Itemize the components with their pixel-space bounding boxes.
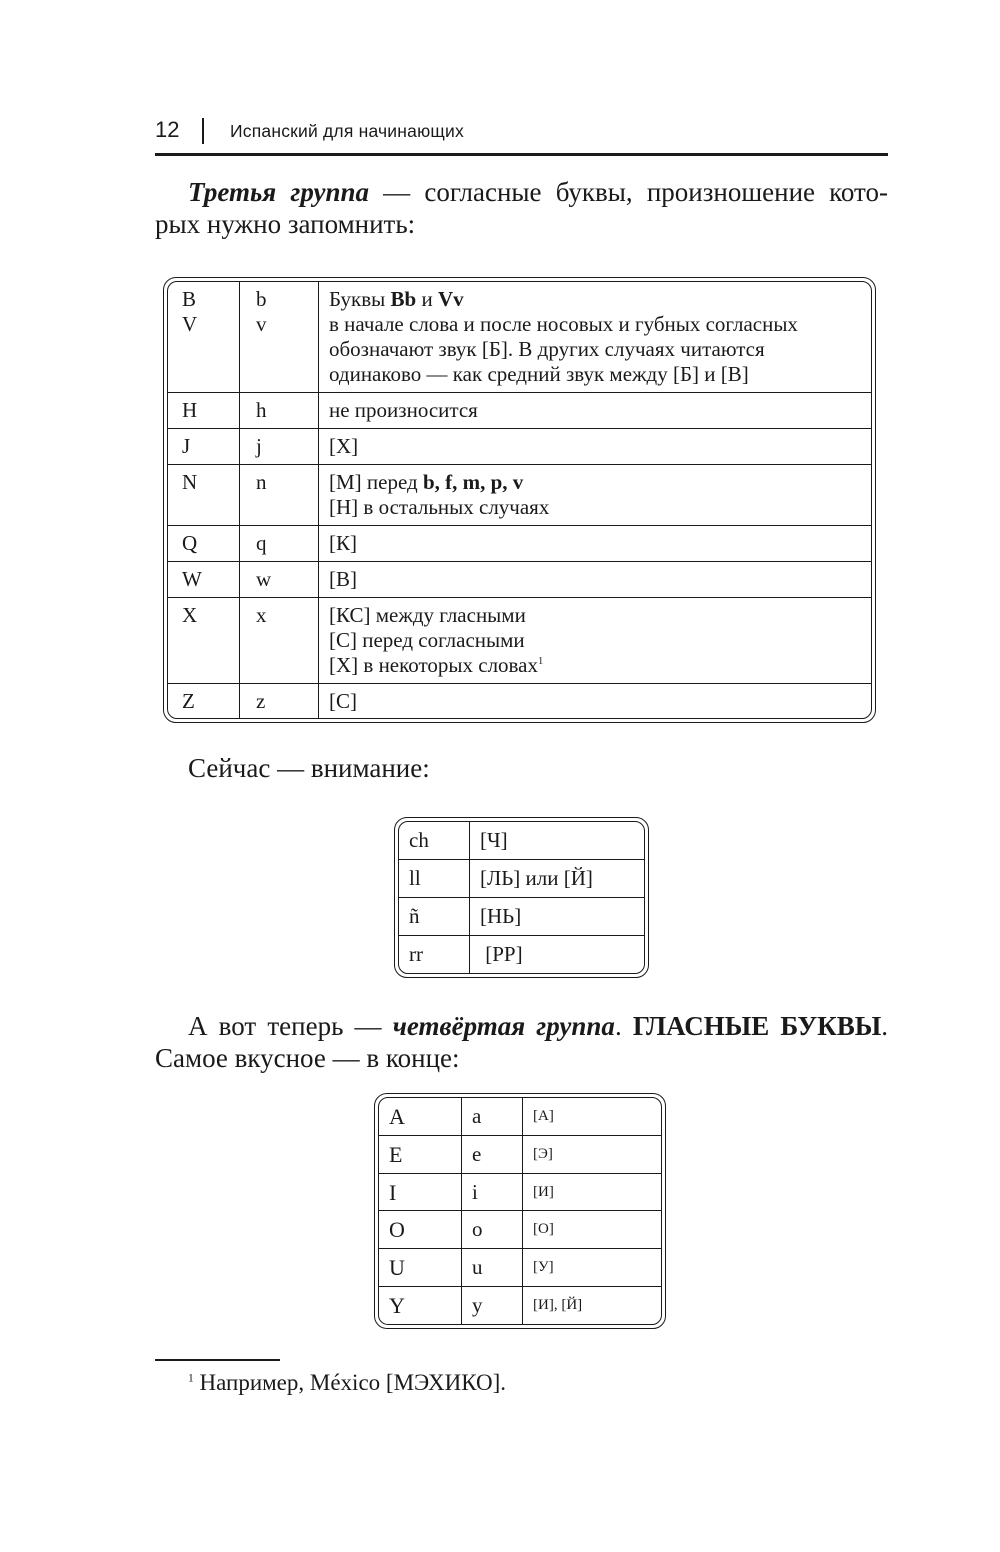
uppercase-letter: X — [182, 603, 198, 627]
lowercase-letter: q — [256, 531, 267, 555]
uppercase-letter: B V — [182, 287, 198, 336]
footnote-text: Например, México [МЭХИКО]. — [193, 1370, 507, 1395]
pronunciation-text: в начале слова и после носовых и губных согласных обозначают звук [Б]. В других случаях читаются одинаково — как средний звук между [Б] и [В] — [329, 312, 798, 386]
vowel-row — [379, 1135, 661, 1173]
footnote — [188, 1370, 506, 1396]
vowel-sound: [О] — [523, 1211, 662, 1249]
lowercase-letter-cell — [240, 526, 319, 562]
uppercase-letter: J — [182, 434, 191, 458]
uppercase-letter: W — [182, 567, 202, 591]
intro-line-1 — [155, 176, 888, 208]
pronunciation-text: [М] перед — [329, 470, 423, 494]
pronunciation-cell — [319, 393, 872, 429]
lowercase-letter-cell — [240, 562, 319, 598]
consonant-row — [168, 282, 871, 393]
consonants-table — [168, 282, 871, 719]
group4-pre: А вот теперь — — [188, 1011, 393, 1041]
lowercase-letter: x — [256, 603, 267, 627]
lowercase-letter-cell — [240, 465, 319, 526]
pronunciation-letters: Vv — [437, 287, 464, 311]
pronunciation-text: [КС] между гласными [С] перед согласными [Х] в некоторых словах — [329, 603, 539, 677]
digraph-sound: [Ч] — [470, 822, 645, 859]
consonants-table-frame — [163, 277, 876, 723]
vowel-sound: [И] — [523, 1173, 662, 1211]
vowels-table — [379, 1098, 661, 1324]
uppercase-letter: H — [182, 398, 198, 422]
pronunciation-text: [Н] в остальных случаях — [329, 495, 550, 519]
uppercase-letter-cell — [168, 684, 240, 720]
pronunciation-text: и — [416, 287, 438, 311]
intro-paragraph — [155, 176, 888, 240]
lowercase-letter-cell — [240, 429, 319, 465]
lowercase-letter-cell — [240, 598, 319, 684]
uppercase-letter-cell — [168, 598, 240, 684]
lowercase-letter-cell — [240, 684, 319, 720]
group4-caps: ГЛАСНЫЕ БУКВЫ — [632, 1011, 882, 1041]
vowel-lowercase: e — [462, 1135, 523, 1173]
digraph-row — [399, 822, 644, 859]
consonant-row — [168, 562, 871, 598]
vowel-uppercase: O — [379, 1211, 462, 1249]
vowel-row — [379, 1211, 661, 1249]
pronunciation-cell — [319, 684, 872, 720]
digraph-row — [399, 859, 644, 897]
lowercase-letter-cell — [240, 282, 319, 393]
pronunciation-letters: Bb — [390, 287, 417, 311]
vowel-sound: [Э] — [523, 1135, 662, 1173]
lowercase-letter: h — [256, 398, 267, 422]
uppercase-letter-cell — [168, 429, 240, 465]
group4-line-1 — [155, 1010, 888, 1042]
footnote-rule — [155, 1359, 280, 1361]
intro-emphasis: Третья группа — [188, 177, 369, 207]
group4-emphasis: четвёртая группа — [392, 1011, 615, 1041]
digraphs-table — [399, 822, 644, 973]
lowercase-letter: z — [256, 689, 266, 713]
header-divider — [202, 118, 204, 144]
page-number: 12 — [155, 117, 180, 142]
footnote-reference: 1 — [538, 656, 544, 667]
header-rule — [155, 153, 888, 156]
vowel-uppercase: Y — [379, 1287, 462, 1324]
digraph-letters: ll — [399, 859, 470, 897]
consonant-row — [168, 429, 871, 465]
vowel-uppercase: I — [379, 1173, 462, 1211]
vowel-row — [379, 1287, 661, 1324]
book-title: Испанский для начинающих — [230, 121, 464, 141]
consonant-row — [168, 684, 871, 720]
uppercase-letter-cell — [168, 465, 240, 526]
digraph-sound: [НЬ] — [470, 897, 645, 935]
vowel-row — [379, 1249, 661, 1287]
vowels-table-inner — [378, 1097, 662, 1325]
digraph-letters: ñ — [399, 897, 470, 935]
vowel-lowercase: i — [462, 1173, 523, 1211]
lowercase-letter: n — [256, 470, 267, 494]
group4-dot: . — [614, 1011, 633, 1041]
pronunciation-cell — [319, 282, 872, 393]
intro-line-1-rest: — согласные буквы, произношение кото- — [369, 177, 888, 207]
digraph-letters: rr — [399, 936, 470, 973]
uppercase-letter-cell — [168, 526, 240, 562]
vowel-lowercase: a — [462, 1098, 523, 1135]
pronunciation-cell — [319, 598, 872, 684]
intro-line-2: рых нужно запомнить: — [155, 209, 416, 239]
vowels-table-frame — [374, 1093, 666, 1329]
pronunciation-text: [С] — [329, 689, 357, 713]
vowel-sound: [У] — [523, 1249, 662, 1287]
attention-line: Сейчас — внимание: — [188, 753, 430, 783]
vowel-row — [379, 1098, 661, 1135]
consonant-row — [168, 526, 871, 562]
vowel-lowercase: u — [462, 1249, 523, 1287]
lowercase-letter: b v — [256, 287, 267, 336]
group4-line-2: Самое вкусное — в конце: — [155, 1043, 460, 1073]
uppercase-letter-cell — [168, 282, 240, 393]
vowel-uppercase: E — [379, 1135, 462, 1173]
uppercase-letter-cell — [168, 562, 240, 598]
pronunciation-text: [К] — [329, 531, 357, 555]
vowel-uppercase: A — [379, 1098, 462, 1135]
pronunciation-cell — [319, 429, 872, 465]
digraphs-table-frame — [394, 817, 649, 978]
vowel-sound: [И], [Й] — [523, 1287, 662, 1324]
consonant-row — [168, 393, 871, 429]
group4-end: . — [881, 1011, 888, 1041]
lowercase-letter-cell — [240, 393, 319, 429]
digraph-letters: ch — [399, 822, 470, 859]
pronunciation-cell — [319, 526, 872, 562]
vowel-row — [379, 1173, 661, 1211]
vowel-lowercase: y — [462, 1287, 523, 1324]
lowercase-letter: j — [256, 434, 262, 458]
pronunciation-text: [Х] — [329, 434, 359, 458]
digraph-sound: [РР] — [470, 936, 645, 973]
pronunciation-text: не произносится — [329, 398, 478, 422]
consonant-row — [168, 598, 871, 684]
running-header — [155, 113, 888, 153]
uppercase-letter-cell — [168, 393, 240, 429]
uppercase-letter: Z — [182, 689, 195, 713]
consonant-row — [168, 465, 871, 526]
pronunciation-cell — [319, 562, 872, 598]
uppercase-letter: Q — [182, 531, 198, 555]
pronunciation-cell — [319, 465, 872, 526]
digraph-sound: [ЛЬ] или [Й] — [470, 859, 645, 897]
pronunciation-letters: b, f, m, p, v — [422, 470, 524, 494]
consonants-table-inner — [167, 281, 872, 719]
pronunciation-text: Буквы — [329, 287, 391, 311]
digraphs-table-inner — [398, 821, 645, 974]
footnote-mark: 1 — [188, 1372, 194, 1385]
vowel-uppercase: U — [379, 1249, 462, 1287]
lowercase-letter: w — [256, 567, 272, 591]
vowel-sound: [А] — [523, 1098, 662, 1135]
group4-paragraph — [155, 1010, 888, 1074]
digraph-row — [399, 897, 644, 935]
digraph-row — [399, 936, 644, 973]
uppercase-letter: N — [182, 470, 198, 494]
vowel-lowercase: o — [462, 1211, 523, 1249]
pronunciation-text: [В] — [329, 567, 357, 591]
